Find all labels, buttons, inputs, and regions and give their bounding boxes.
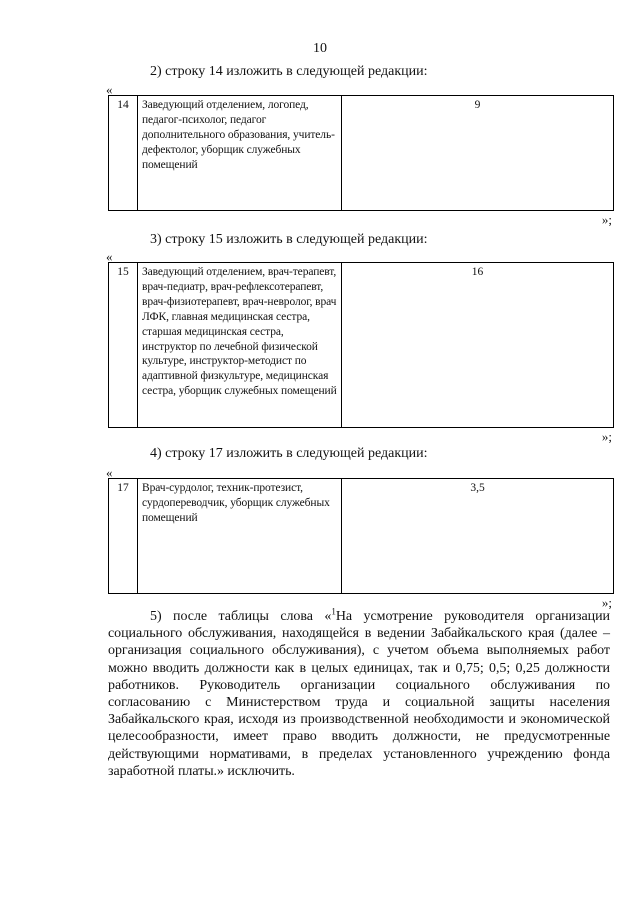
close-quote: »; [601, 595, 612, 610]
row-value: 16 [342, 263, 614, 428]
row-positions: Заведующий отделением, логопед, педагог-психолог, педагог дополнительного образования, учитель-дефектолог, уборщик служебных помещений [138, 96, 342, 211]
open-quote: « [106, 82, 113, 97]
paragraph-5 [108, 608, 610, 780]
paragraph-body: На усмотрение руководителя организации социального обслуживания, находящейся в ведении Забайкальского края (далее – организация социального обслуживания), с учетом объема выполняемых работ можно вводить должности как в целых единицах, так и 0,75; 0,5; 0,25 должности работников. Руководитель организации социального обслуживания по согласованию с Министерством труда и социальной защиты населения Забайкальского края, исходя из производственной необходимости и экономической целесообразности, имеет право вводить должности, не предусмотренные действующими нормативами, в пределах установленного учреждению фонда заработной платы.» исключить. [108, 609, 610, 779]
row-positions: Заведующий отделением, врач-терапевт, врач-педиатр, врач-рефлексотерапевт, врач-физиотерапевт, врач-невролог, врач ЛФК, главная медицинская сестра, старшая медицинская сестра, инструктор по лечебной физической культуре, инструктор-методист по адаптивной физкультуре, медицинская сестра, уборщик служебных помещений [138, 263, 342, 428]
row-number: 17 [109, 479, 138, 594]
row-number: 15 [109, 263, 138, 428]
open-quote: « [106, 465, 113, 480]
paragraph-lead: 5) после таблицы слова « [150, 609, 332, 624]
row-value: 9 [342, 96, 614, 211]
table-row-17 [108, 478, 614, 594]
close-quote: »; [601, 429, 612, 444]
row-positions: Врач-сурдолог, техник-протезист, сурдопереводчик, уборщик служебных помещений [138, 479, 342, 594]
page-number: 10 [313, 41, 327, 56]
row-value: 3,5 [342, 479, 614, 594]
row-number: 14 [109, 96, 138, 211]
section-heading-row-14: 2) строку 14 изложить в следующей редакции: [150, 64, 428, 79]
table-row-14 [108, 95, 614, 211]
section-heading-row-17: 4) строку 17 изложить в следующей редакции: [150, 446, 428, 461]
open-quote: « [106, 249, 113, 264]
close-quote: »; [601, 212, 612, 227]
section-heading-row-15: 3) строку 15 изложить в следующей редакции: [150, 232, 428, 247]
table-row-15 [108, 262, 614, 428]
footnote-mark: 1 [331, 606, 336, 617]
